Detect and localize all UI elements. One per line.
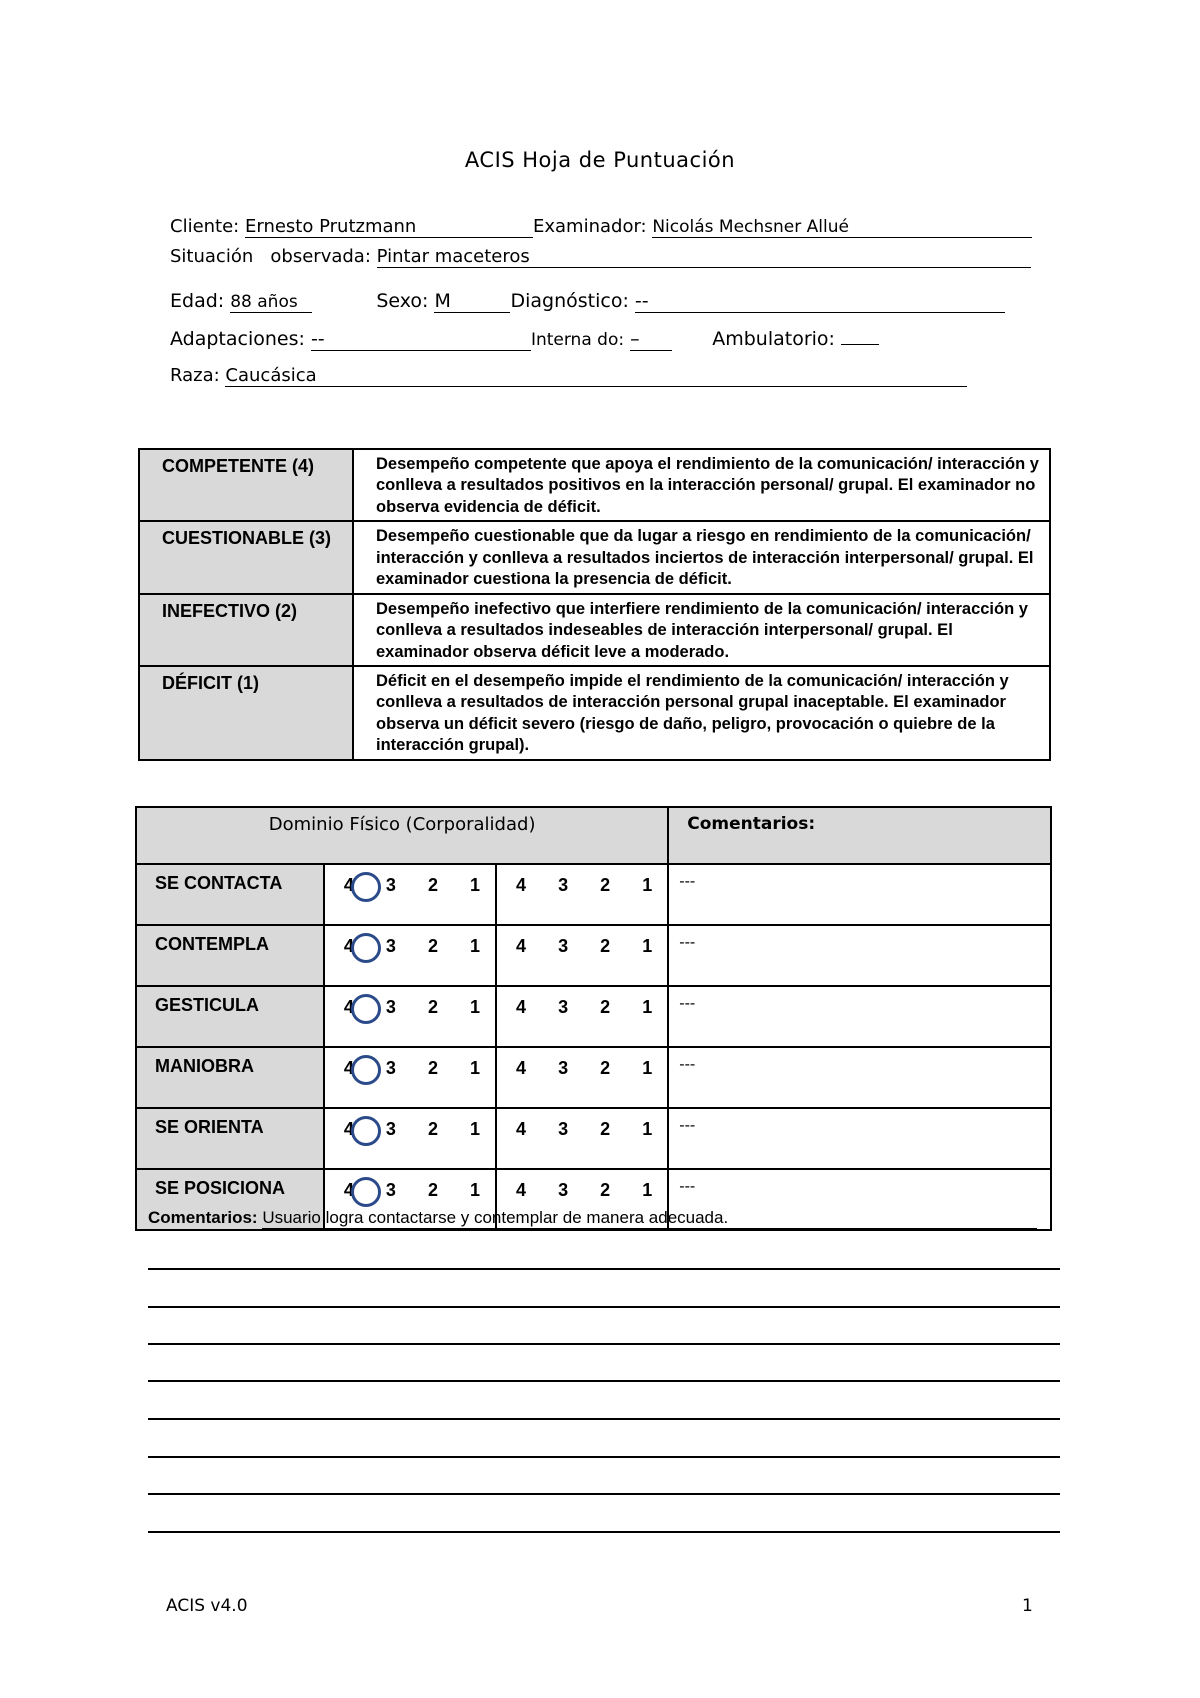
selected-score-circle <box>351 933 381 963</box>
legend-row <box>139 594 1050 666</box>
legend-description: Desempeño competente que apoya el rendimiento de la comunicación/ interacción y conlleva a resultados positivos en la interacción personal/ grupal. El examinador no observa evidencia de déficit. <box>353 449 1050 521</box>
score-option[interactable]: 3 <box>385 1180 396 1200</box>
comments-section <box>148 1208 1037 1229</box>
raza-row <box>170 365 967 387</box>
comment-blank-line[interactable] <box>148 1343 1060 1345</box>
score-option[interactable]: 2 <box>427 1119 438 1139</box>
edad-field[interactable] <box>230 293 312 313</box>
domain-item-name: MANIOBRA <box>136 1047 324 1108</box>
situacion-label: Situación observada: <box>170 246 371 267</box>
score-option[interactable]: 3 <box>385 997 396 1017</box>
domain-item-name: GESTICULA <box>136 986 324 1047</box>
edad-label: Edad: <box>170 290 225 312</box>
domain-score-table <box>135 806 1052 1231</box>
situacion-field[interactable] <box>377 247 1031 268</box>
diagnostico-value: -- <box>634 290 649 312</box>
score-option[interactable]: 4 <box>516 936 527 956</box>
ambulatorio-field[interactable] <box>841 344 879 345</box>
selected-score-circle <box>351 994 381 1024</box>
domain-item-row <box>136 925 1051 986</box>
domain-item-name: CONTEMPLA <box>136 925 324 986</box>
score-scale-secondary <box>496 1047 668 1108</box>
score-scale-primary <box>324 986 496 1047</box>
cliente-field[interactable] <box>245 217 533 238</box>
score-scale-primary <box>324 864 496 925</box>
score-scale-secondary <box>496 986 668 1047</box>
examinador-value: Nicolás Mechsner Allué <box>652 217 849 237</box>
score-option[interactable]: 3 <box>558 875 569 895</box>
domain-item-comment[interactable]: --- <box>668 1169 1051 1230</box>
score-option[interactable]: 4 <box>343 936 354 956</box>
domain-item-row <box>136 1108 1051 1169</box>
comment-blank-line[interactable] <box>148 1493 1060 1495</box>
raza-field[interactable] <box>225 366 967 387</box>
score-option[interactable]: 3 <box>558 997 569 1017</box>
score-option[interactable]: 3 <box>558 1119 569 1139</box>
domain-title: Dominio Físico (Corporalidad) <box>136 807 668 864</box>
legend-level: COMPETENTE (4) <box>139 449 353 521</box>
score-scale-primary <box>324 925 496 986</box>
score-options <box>498 936 666 957</box>
domain-item-comment[interactable]: --- <box>668 864 1051 925</box>
situacion-row <box>170 246 1031 268</box>
score-option[interactable]: 3 <box>558 1180 569 1200</box>
score-option[interactable]: 1 <box>470 1180 481 1200</box>
domain-item-name: SE ORIENTA <box>136 1108 324 1169</box>
score-scale-secondary <box>496 864 668 925</box>
score-option[interactable]: 2 <box>427 1058 438 1078</box>
score-option[interactable]: 3 <box>385 1119 396 1139</box>
situacion-value: Pintar maceteros <box>376 246 530 267</box>
edad-value: 88 años <box>230 292 298 312</box>
legend-description: Desempeño cuestionable que da lugar a riesgo en rendimiento de la comunicación/ interacción y conlleva a resultados inciertos de interacción interpersonal/ grupal. El examinador cuestiona la presencia de déficit. <box>353 521 1050 593</box>
score-option[interactable]: 4 <box>343 1058 354 1078</box>
legend-row <box>139 666 1050 760</box>
diagnostico-field[interactable] <box>635 291 1005 313</box>
score-option[interactable]: 1 <box>642 1119 653 1139</box>
sexo-field[interactable] <box>434 291 510 313</box>
legend-level: DÉFICIT (1) <box>139 666 353 760</box>
score-option[interactable]: 1 <box>642 1180 653 1200</box>
internado-label: Interna do: <box>530 330 625 350</box>
footer-version: ACIS v4.0 <box>166 1596 248 1616</box>
sexo-label: Sexo: <box>376 290 429 312</box>
score-option[interactable]: 4 <box>516 1119 527 1139</box>
score-options <box>498 875 666 896</box>
score-option[interactable]: 1 <box>642 997 653 1017</box>
domain-item-row <box>136 986 1051 1047</box>
score-option[interactable]: 2 <box>600 1058 611 1078</box>
comment-blank-line[interactable] <box>148 1531 1060 1533</box>
cliente-row <box>170 216 1032 238</box>
score-option[interactable]: 1 <box>470 1119 481 1139</box>
score-option[interactable]: 2 <box>427 875 438 895</box>
comments-value: Usuario logra contactarse y contemplar de manera adecuada. <box>262 1208 729 1227</box>
score-option[interactable]: 2 <box>600 1180 611 1200</box>
score-option[interactable]: 3 <box>385 875 396 895</box>
score-option[interactable]: 2 <box>427 1180 438 1200</box>
score-scale-secondary <box>496 925 668 986</box>
score-option[interactable]: 1 <box>470 875 481 895</box>
domain-item-row <box>136 1047 1051 1108</box>
score-option[interactable]: 1 <box>642 936 653 956</box>
domain-item-row <box>136 864 1051 925</box>
comment-blank-line[interactable] <box>148 1418 1060 1420</box>
score-option[interactable]: 2 <box>600 997 611 1017</box>
footer-page-number: 1 <box>1022 1596 1033 1616</box>
raza-value: Caucásica <box>225 365 317 386</box>
examinador-label: Examinador: <box>532 216 647 237</box>
selected-score-circle <box>351 1116 381 1146</box>
legend-description: Déficit en el desempeño impide el rendimiento de la comunicación/ interacción y conlleva a resultados de interacción personal grupal inaceptable. El examinador observa un déficit severo (riesgo de daño, peligro, provocación o quiebre de la interacción grupal). <box>353 666 1050 760</box>
score-option[interactable]: 4 <box>343 997 354 1017</box>
score-scale-secondary <box>496 1108 668 1169</box>
score-options <box>498 997 666 1018</box>
score-option[interactable]: 4 <box>516 875 527 895</box>
score-option[interactable]: 3 <box>385 1058 396 1078</box>
score-options <box>498 1180 666 1201</box>
score-option[interactable]: 4 <box>343 1180 354 1200</box>
adaptaciones-value: -- <box>310 328 325 350</box>
internado-value: – <box>630 328 640 350</box>
legend-level: INEFECTIVO (2) <box>139 594 353 666</box>
score-option[interactable]: 4 <box>343 1119 354 1139</box>
score-option[interactable]: 2 <box>427 997 438 1017</box>
comments-column-header: Comentarios: <box>668 807 1051 864</box>
score-option[interactable]: 1 <box>642 875 653 895</box>
domain-item-comment[interactable]: --- <box>668 986 1051 1047</box>
sexo-value: M <box>434 290 451 312</box>
selected-score-circle <box>351 872 381 902</box>
score-options <box>498 1119 666 1140</box>
legend-level: CUESTIONABLE (3) <box>139 521 353 593</box>
score-option[interactable]: 1 <box>470 1058 481 1078</box>
score-scale-primary <box>324 1047 496 1108</box>
score-option[interactable]: 1 <box>470 997 481 1017</box>
selected-score-circle <box>351 1055 381 1085</box>
score-option[interactable]: 3 <box>558 936 569 956</box>
legend-row <box>139 449 1050 521</box>
adaptaciones-label: Adaptaciones: <box>170 328 305 350</box>
score-option[interactable]: 2 <box>600 936 611 956</box>
comments-field[interactable] <box>262 1209 1037 1229</box>
domain-item-comment[interactable]: --- <box>668 925 1051 986</box>
score-option[interactable]: 4 <box>343 875 354 895</box>
internado-field[interactable] <box>630 329 672 351</box>
score-options <box>498 1058 666 1079</box>
domain-item-name: SE CONTACTA <box>136 864 324 925</box>
ambulatorio-label: Ambulatorio: <box>712 328 835 350</box>
adaptaciones-field[interactable] <box>311 329 531 351</box>
comment-blank-line[interactable] <box>148 1380 1060 1382</box>
score-option[interactable]: 1 <box>470 936 481 956</box>
score-option[interactable]: 4 <box>516 1180 527 1200</box>
legend-description: Desempeño inefectivo que interfiere rendimiento de la comunicación/ interacción y conlleva a resultados indeseables de interacción interpersonal/ grupal. El examinador observa déficit leve a moderado. <box>353 594 1050 666</box>
domain-item-comment[interactable]: --- <box>668 1047 1051 1108</box>
cliente-label: Cliente: <box>170 216 240 237</box>
domain-item-name: SE POSICIONA <box>136 1169 324 1230</box>
page-title: ACIS Hoja de Puntuación <box>464 148 736 172</box>
score-option[interactable]: 3 <box>385 936 396 956</box>
comment-blank-line[interactable] <box>148 1306 1060 1308</box>
raza-label: Raza: <box>170 365 220 386</box>
adaptaciones-row <box>170 328 879 351</box>
comments-label: Comentarios: <box>148 1208 258 1227</box>
score-option[interactable]: 2 <box>600 875 611 895</box>
selected-score-circle <box>351 1177 381 1207</box>
domain-header-row <box>136 807 1051 864</box>
score-option[interactable]: 4 <box>516 997 527 1017</box>
score-option[interactable]: 2 <box>427 936 438 956</box>
domain-item-comment[interactable]: --- <box>668 1108 1051 1169</box>
comment-blank-line[interactable] <box>148 1456 1060 1458</box>
score-scale-primary <box>324 1108 496 1169</box>
scoring-legend-table <box>138 448 1051 761</box>
score-option[interactable]: 2 <box>600 1119 611 1139</box>
edad-row <box>170 290 1005 313</box>
cliente-value: Ernesto Prutzmann <box>244 216 417 237</box>
diagnostico-label: Diagnóstico: <box>510 290 629 312</box>
score-option[interactable]: 1 <box>642 1058 653 1078</box>
score-option[interactable]: 4 <box>516 1058 527 1078</box>
legend-row <box>139 521 1050 593</box>
score-option[interactable]: 3 <box>558 1058 569 1078</box>
comment-blank-line[interactable] <box>148 1268 1060 1270</box>
examinador-field[interactable] <box>652 217 1032 238</box>
